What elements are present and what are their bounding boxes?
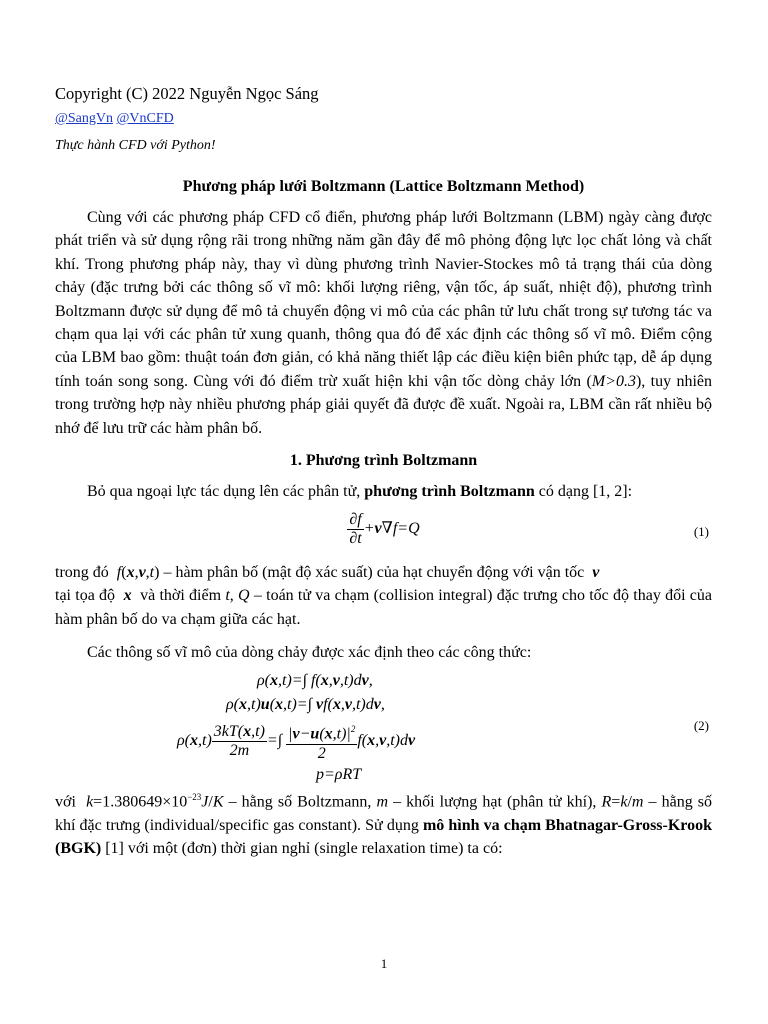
equation-2-number: (2)	[693, 718, 709, 734]
page-number: 1	[380, 956, 388, 971]
eq2-line4: p=ρRT	[316, 766, 362, 784]
author-links	[55, 110, 712, 128]
eq2-line2: ρ(x,t)u(x,t)=∫ vf(x,v,t)dv,	[226, 696, 385, 714]
section-heading: 1. Phương trình Boltzmann	[289, 452, 478, 470]
subtitle: Thực hành CFD với Python!	[55, 138, 216, 153]
link-sangvn[interactable]: @SangVn	[55, 111, 114, 126]
document-title: Phương pháp lưới Boltzmann (Lattice Boltzmann Method)	[182, 178, 585, 195]
boltzmann-bold: phương trình Boltzmann	[364, 483, 535, 501]
eq2-line3: ρ(x,t) $\frac{3kT(x,t)}{2m}$ =∫ $\frac{|v-u(x,t)|^2}{2}$ f(x,v,t)dv	[177, 720, 415, 762]
equation-1-body: $\frac{\partial f}{\partial t}$ +v∇f=Q	[349, 511, 420, 548]
mach-condition: M>0.3	[591, 372, 636, 390]
bgk-bold: mô hình va chạm Bhatnagar-Gross-Krook (BGK)	[55, 817, 713, 858]
boltzmann-lead: Bỏ qua ngoại lực tác dụng lên các phân tử, phương trình Boltzmann có dạng [1, 2]:	[87, 483, 633, 501]
where-paragraph: trong đó f(x,v,t) – hàm phân bố (mật độ xác suất) của hạt chuyển động với vận tốc v tại tọa độ x và thời điểm t, Q – toán tử va chạm (collision integral) đặc trưng cho tốc độ thay đổi của hàm phân bố do va chạm giữa các hạt.	[55, 564, 713, 628]
document-page	[55, 84, 712, 861]
link-vncfd[interactable]: @VnCFD	[116, 111, 174, 126]
equation-1	[55, 511, 712, 557]
equation-2	[55, 668, 712, 784]
eq2-line1: ρ(x,t)=∫ f(x,v,t)dv,	[257, 672, 373, 690]
equation-1-number: (1)	[693, 524, 709, 540]
intro-part2: ), tuy nhiên trong trường hợp này nhiều phương pháp giải quyết đã được đề xuất. Ngoài ra, LBM cần rất nhiều bộ nhớ để lưu trữ các hàm phân bố.	[55, 372, 712, 437]
macro-intro: Các thông số vĩ mô của dòng chảy được xác định theo các công thức:	[87, 644, 532, 662]
intro-paragraph	[55, 206, 712, 440]
with-paragraph: với $k=1.380649\times 10^{-23}J/K$ – hằng số Boltzmann, m – khối lượng hạt (phân tử khí), R=k/m – hằng số khí đặc trưng (individual/specific gas constant). Sử dụng mô hình va chạm Bhatnagar-Gross-Krook (BGK) [1] với một (đơn) thời gian nghỉ (single relaxation time) ta có:	[55, 792, 713, 858]
copyright-line: Copyright (C) 2022 Nguyễn Ngọc Sáng	[55, 84, 319, 103]
intro-part1: Cùng với các phương pháp CFD cổ điển, phương pháp lưới Boltzmann (LBM) ngày càng được phát triển và sử dụng rộng rãi trong những năm gần đây để mô phỏng động lực lọc chất lỏng và chất khí. Trong phương pháp này, thay vì dùng phương trình Navier-Stockes mô tả trạng thái của dòng chảy (đặc trưng bởi các thông số vĩ mô: khối lượng riêng, vận tốc, áp suất, nhiệt độ), phương trình Boltzmann được sử dụng để mô tả chuyển động vi mô của các phân tử lưu chất trong sự tương tác va chạm qua lại với các phân tử xung quanh, thông qua đó để xác định các thông số vĩ mô. Điểm cộng của LBM bao gồm: thuật toán đơn giản, có khả năng thiết lập các điều kiện biên phức tạp, dễ áp dụng tính toán song song. Cùng với đó điểm trừ xuất hiện khi vận tốc dòng chảy lớn (	[55, 209, 712, 390]
